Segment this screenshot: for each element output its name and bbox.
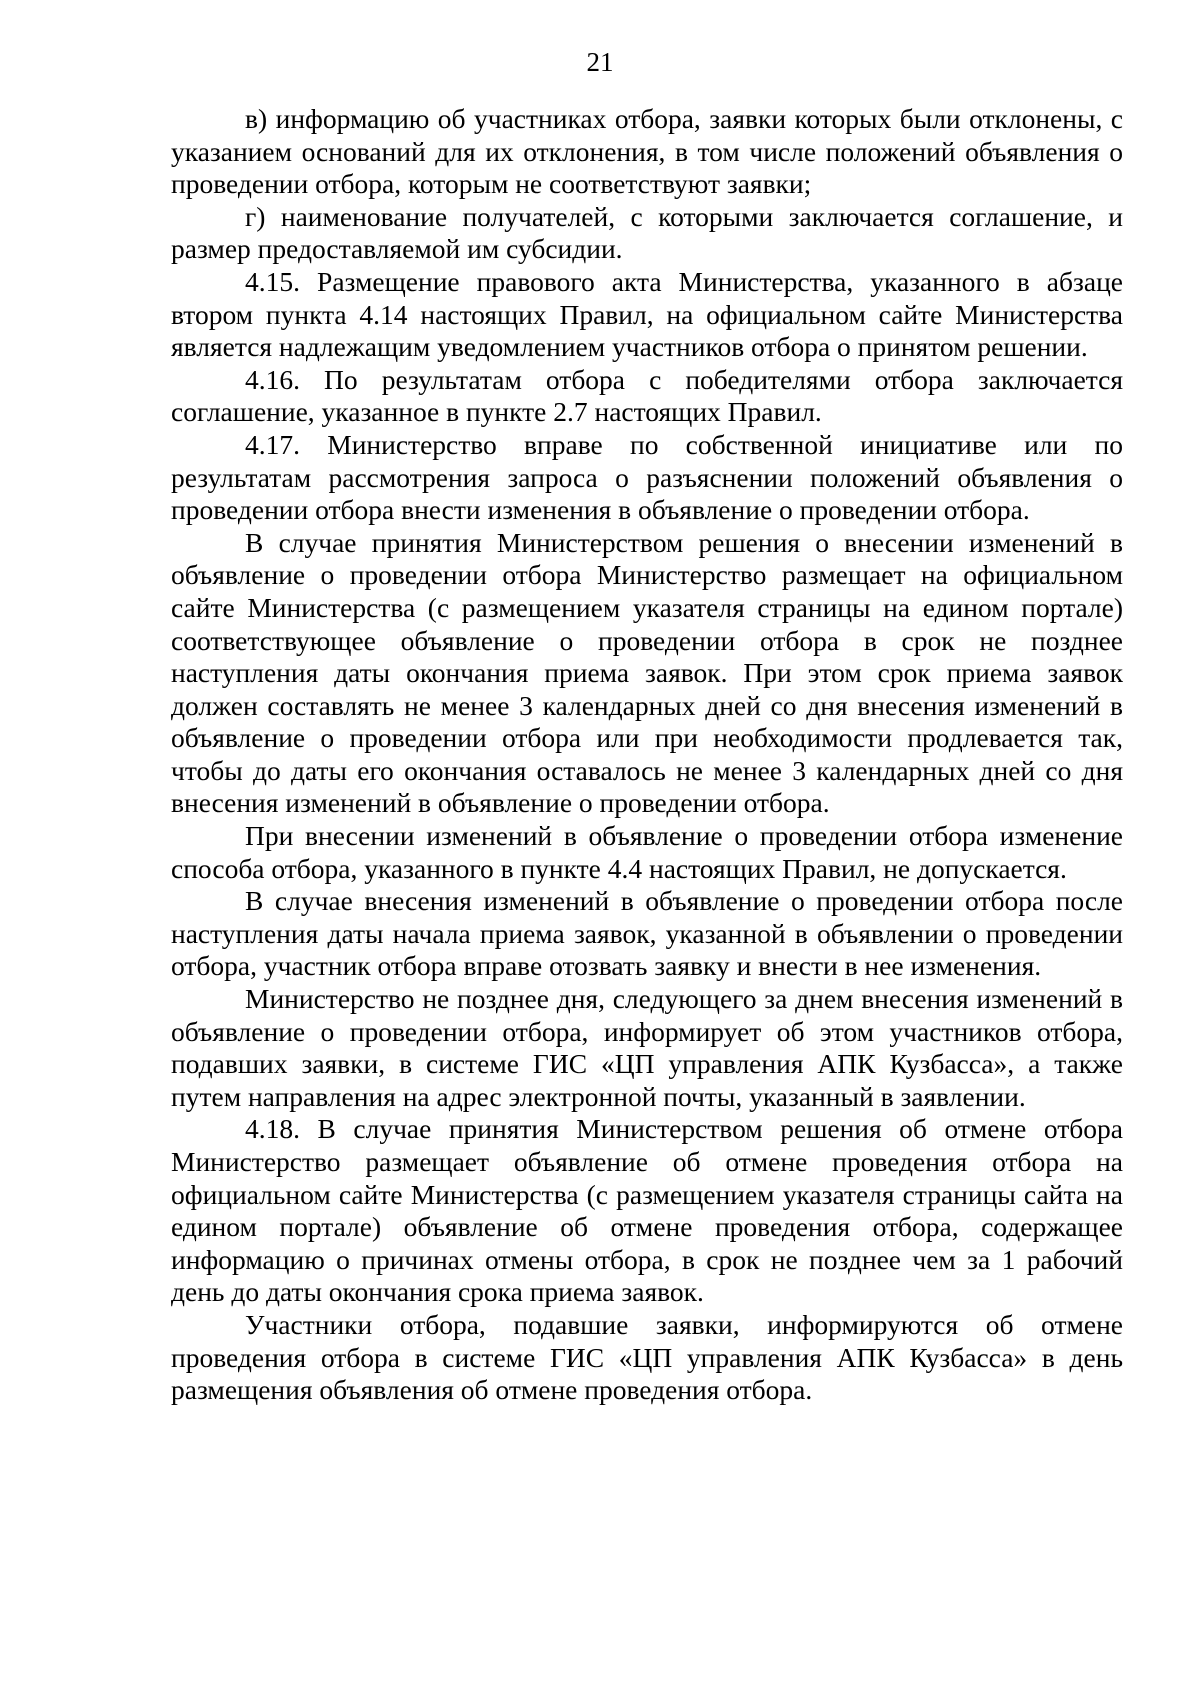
paragraph-4-15: 4.15. Размещение правового акта Министерства, указанного в абзаце втором пункта 4.14 настоящих Правил, на официальном сайте Министерства является надлежащим уведомлением участников отбора о принятом решении. (171, 265, 1123, 363)
paragraph-4-16: 4.16. По результатам отбора с победителями отбора заключается соглашение, указанное в пункте 2.7 настоящих Правил. (171, 363, 1123, 428)
paragraph-item-v: в) информацию об участниках отбора, заявки которых были отклонены, с указанием оснований для их отклонения, в том числе положений объявления о проведении отбора, которым не соответствуют заявки; (171, 103, 1123, 200)
document-body (171, 103, 1123, 1407)
paragraph-withdraw-application: В случае внесения изменений в объявление о проведении отбора после наступления даты начала приема заявок, указанной в объявлении о проведении отбора, участник отбора вправе отозвать заявку и внести в нее изменения. (171, 885, 1123, 982)
paragraph-method-change-prohibited: При внесении изменений в объявление о проведении отбора изменение способа отбора, указанного в пункте 4.4 настоящих Правил, не допускается. (171, 820, 1123, 884)
paragraph-informing-participants: Министерство не позднее дня, следующего за днем внесения изменений в объявление о проведении отбора, информирует об этом участников отбора, подавших заявки, в системе ГИС «ЦП управления АПК Кузбасса», а также путем направления на адрес электронной почты, указанный в заявлении. (171, 983, 1123, 1112)
paragraph-4-17: 4.17. Министерство вправе по собственной инициативе или по результатам рассмотрения запроса о разъяснении положений объявления о проведении отбора внести изменения в объявление о проведении отбора. (171, 428, 1123, 526)
page-number: 21 (586, 47, 614, 77)
paragraph-cancellation-notice: Участники отбора, подавшие заявки, информируются об отмене проведения отбора в системе ГИС «ЦП управления АПК Кузбасса» в день размещения объявления об отмене проведения отбора. (171, 1308, 1123, 1406)
paragraph-item-g: г) наименование получателей, с которыми заключается соглашение, и размер предоставляемой им субсидии. (171, 200, 1123, 265)
paragraph-4-18: 4.18. В случае принятия Министерством решения об отмене отбора Министерство размещает объявление об отмене проведения отбора на официальном сайте Министерства (с размещением указателя страницы сайта на едином портале) объявление об отмене проведения отбора, содержащее информацию о причинах отмены отбора, в срок не позднее чем за 1 рабочий день до даты окончания срока приема заявок. (171, 1113, 1123, 1308)
paragraph-changes-publication: В случае принятия Министерством решения о внесении изменений в объявление о проведении отбора Министерство размещает на официальном сайте Министерства (с размещением указателя страницы на едином портале) соответствующее объявление о проведении отбора в срок не позднее наступления даты окончания приема заявок. При этом срок приема заявок должен составлять не менее 3 календарных дней со дня внесения изменений в объявление о проведении отбора или при необходимости продлевается так, чтобы до даты его окончания оставалось не менее 3 календарных дней со дня внесения изменений в объявление о проведении отбора. (171, 526, 1123, 819)
